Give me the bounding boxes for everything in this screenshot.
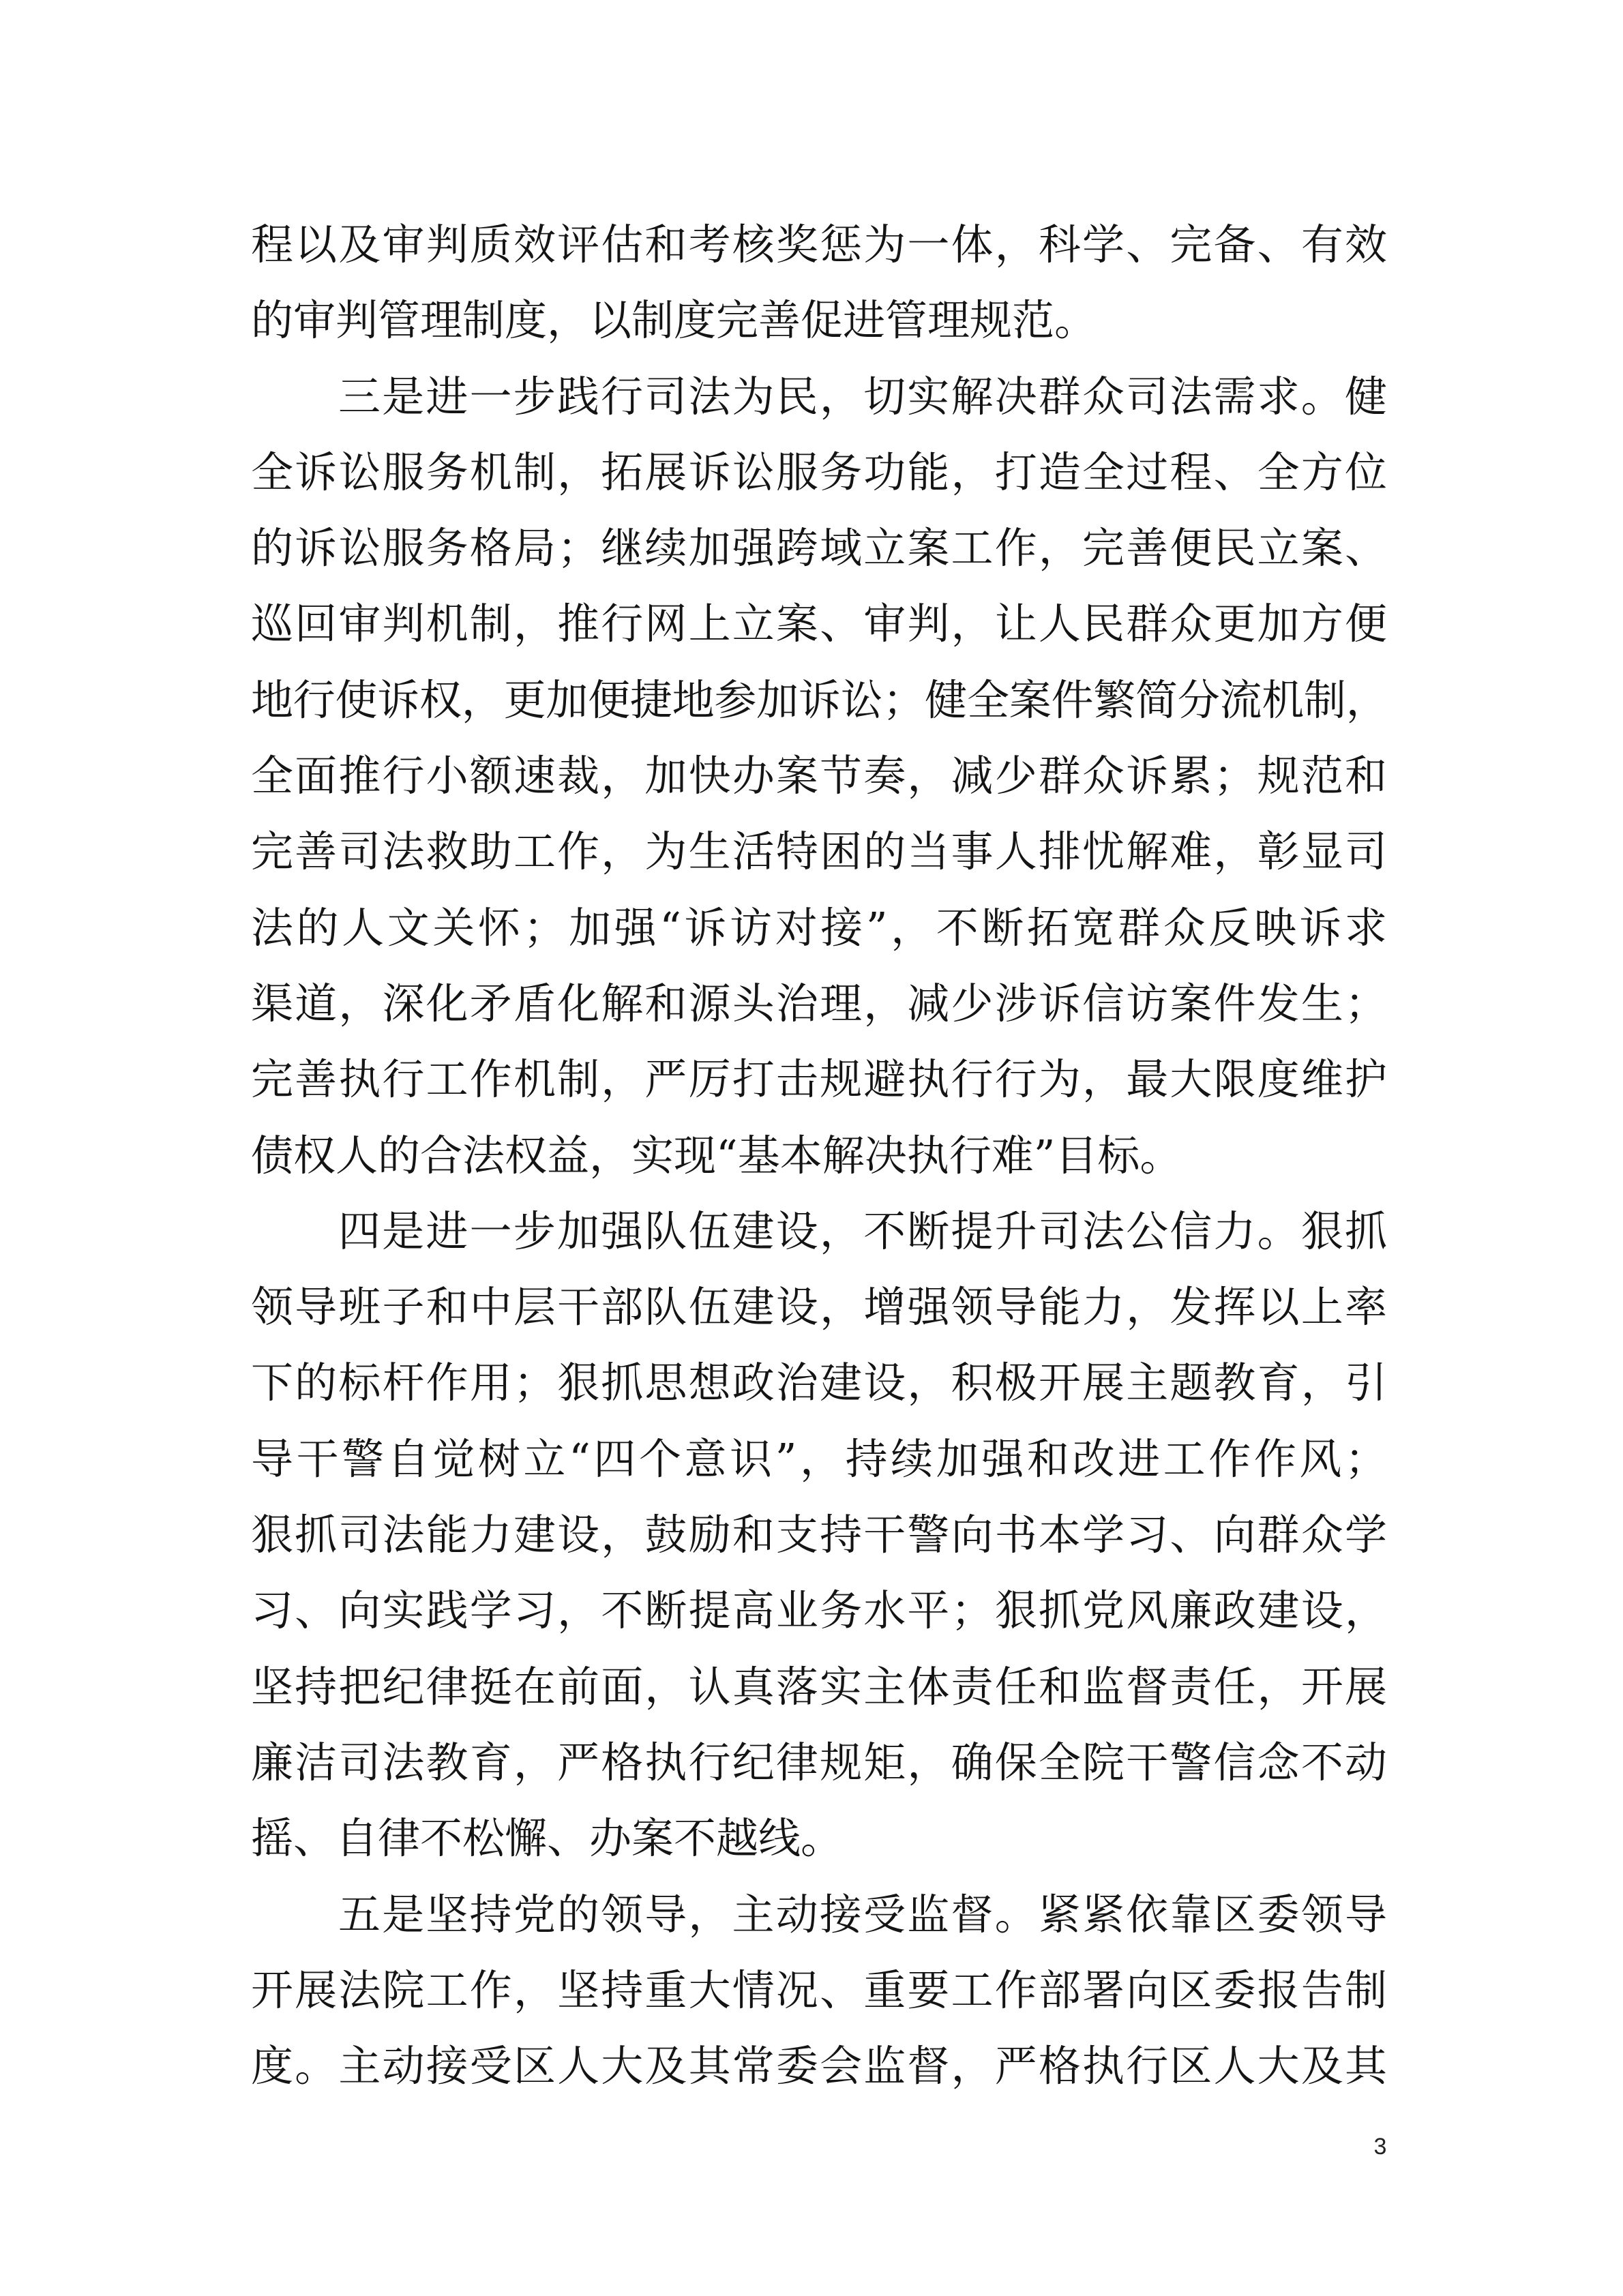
text-line: 五是坚持党的领导，主动接受监督。紧紧依靠区委领导 [338, 1889, 1387, 1939]
text-line: 狠抓司法能力建设，鼓励和支持干警向书本学习、向群众学 [251, 1510, 1387, 1560]
text-line: 渠道，深化矛盾化解和源头治理，减少涉诉信访案件发生； [251, 978, 1387, 1028]
text-line: 廉洁司法教育，严格执行纪律规矩，确保全院干警信念不动 [251, 1737, 1387, 1787]
text-line: 完善执行工作机制，严厉打击规避执行行为，最大限度维护 [251, 1054, 1387, 1105]
text-line: 坚持把纪律挺在前面，认真落实主体责任和监督责任，开展 [251, 1661, 1387, 1712]
text-line: 债权人的合法权益，实现“基本解决执行难”目标。 [251, 1130, 1182, 1180]
text-line: 的诉讼服务格局；继续加强跨域立案工作，完善便民立案、 [251, 523, 1387, 573]
text-line: 导干警自觉树立“四个意识”，持续加强和改进工作作风； [251, 1433, 1387, 1484]
page-number: 3 [1373, 2134, 1387, 2160]
text-line: 程以及审判质效评估和考核奖惩为一体，科学、完备、有效 [251, 220, 1387, 269]
paragraph-1 [251, 207, 1387, 359]
paragraph-2 [251, 359, 1387, 1193]
text-line: 摇、自律不松懈、办案不越线。 [251, 1813, 844, 1864]
text-line: 度。主动接受区人大及其常委会监督，严格执行区人大及其 [251, 2041, 1387, 2091]
text-line: 习、向实践学习，不断提高业务水平；狠抓党风廉政建设， [251, 1585, 1387, 1636]
text-line: 下的标杆作用；狠抓思想政治建设，积极开展主题教育，引 [251, 1358, 1387, 1408]
text-line: 四是进一步加强队伍建设，不断提升司法公信力。狠抓 [338, 1206, 1387, 1256]
body-text [251, 207, 1387, 2104]
paragraph-3 [251, 1193, 1387, 1877]
text-line: 领导班子和中层干部队伍建设，增强领导能力，发挥以上率 [251, 1282, 1387, 1332]
text-line: 的审判管理制度，以制度完善促进管理规范。 [251, 295, 1097, 346]
text-line: 完善司法救助工作，为生活特困的当事人排忧解难，彰显司 [251, 826, 1387, 877]
text-line: 三是进一步践行司法为民，切实解决群众司法需求。健 [338, 371, 1387, 421]
text-line: 开展法院工作，坚持重大情况、重要工作部署向区委报告制 [251, 1965, 1387, 2015]
text-line: 法的人文关怀；加强“诉访对接”，不断拓宽群众反映诉求 [251, 902, 1387, 953]
paragraph-4 [251, 1877, 1387, 2104]
text-line: 全诉讼服务机制，拓展诉讼服务功能，打造全过程、全方位 [251, 447, 1387, 497]
text-line: 地行使诉权，更加便捷地参加诉讼；健全案件繁简分流机制， [251, 674, 1387, 725]
text-line: 全面推行小额速裁，加快办案节奏，减少群众诉累；规范和 [251, 751, 1387, 801]
text-line: 巡回审判机制，推行网上立案、审判，让人民群众更加方便 [251, 599, 1387, 649]
